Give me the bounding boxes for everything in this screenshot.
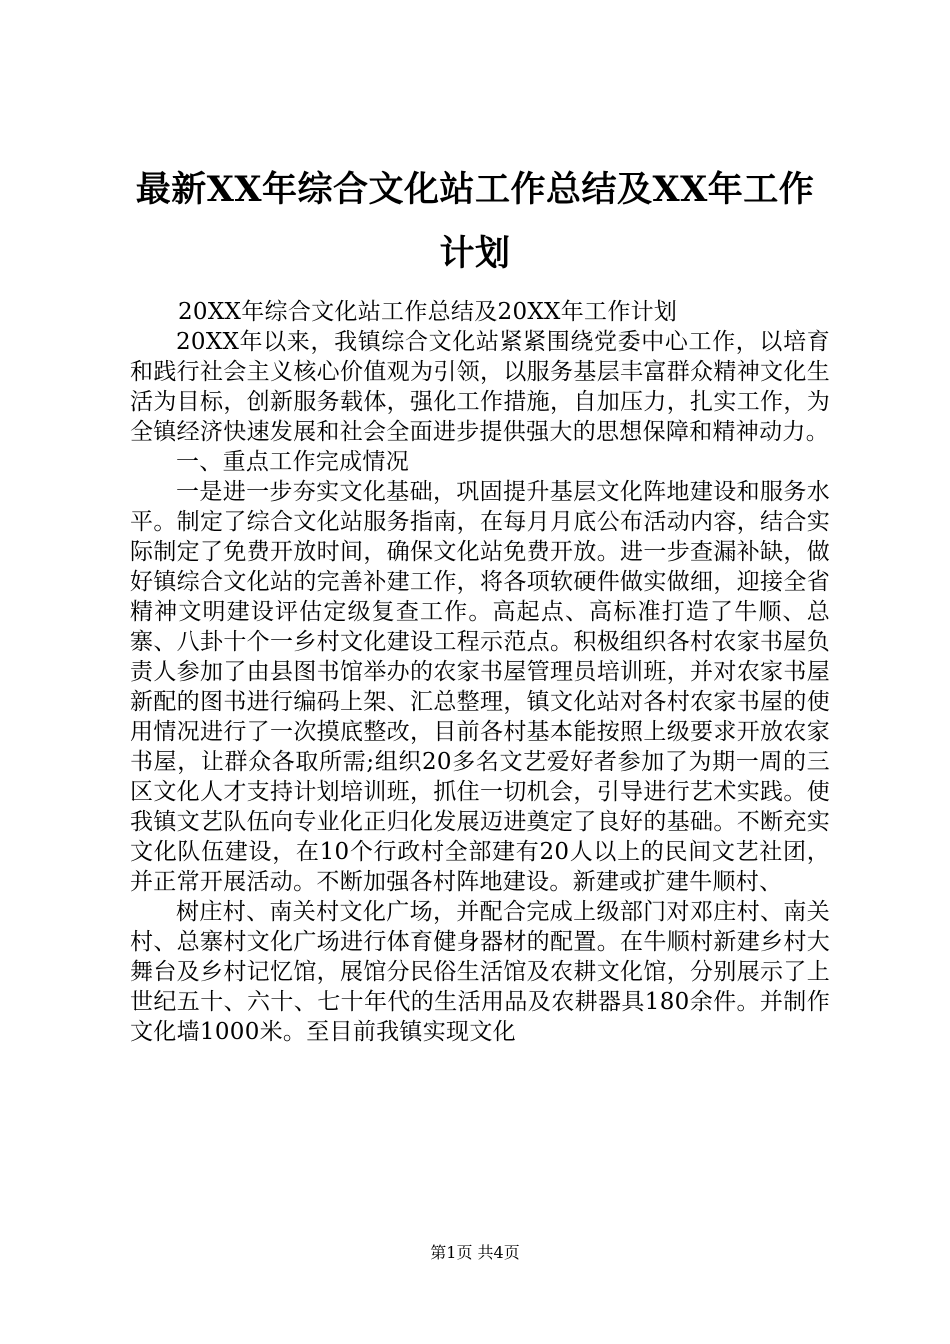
- document-body: [130, 297, 830, 1047]
- document-title: 最新XX年综合文化站工作总结及XX年工作计划: [135, 169, 815, 274]
- document-subtitle: 20XX年综合文化站工作总结及20XX年工作计划: [178, 299, 678, 325]
- paragraph-main: 一是进一步夯实文化基础，巩固提升基层文化阵地建设和服务水平。制定了综合文化站服务指南，在每月月底公布活动内容，结合实际制定了免费开放时间，确保文化站免费开放。进一步查漏补缺，做好镇综合文化站的完善补建工作，将各项软硬件做实做细，迎接全省精神文明建设评估定级复查工作。高起点、高标准打造了牛顺、总寨、八卦十个一乡村文化建设工程示范点。积极组织各村农家书屋负责人参加了由县图书馆举办的农家书屋管理员培训班，并对农家书屋新配的图书进行编码上架、汇总整理，镇文化站对各村农家书屋的使用情况进行了一次摸底整改，目前各村基本能按照上级要求开放农家书屋，让群众各取所需;组织20多名文艺爱好者参加了为期一周的三区文化人才支持计划培训班，抓住一切机会，引导进行艺术实践。使我镇文艺队伍向专业化正归化发展迈进奠定了良好的基础。不断充实文化队伍建设，在10个行政村全部建有20人以上的民间文艺社团，并正常开展活动。不断加强各村阵地建设。新建或扩建牛顺村、: [130, 479, 830, 895]
- paragraph-continued: 树庄村、南关村文化广场，并配合完成上级部门对邓庄村、南关村、总寨村文化广场进行体育健身器材的配置。在牛顺村新建乡村大舞台及乡村记忆馆，展馆分民俗生活馆及农耕文化馆，分别展示了上世纪五十、六十、七十年代的生活用品及农耕器具180余件。并制作文化墙1000米。至目前我镇实现文化: [130, 899, 830, 1045]
- page-number-footer: 第1页 共4页: [430, 1243, 520, 1262]
- section-heading: 一、重点工作完成情况: [176, 449, 409, 475]
- paragraph-intro: 20XX年以来，我镇综合文化站紧紧围绕党委中心工作，以培育和践行社会主义核心价值观为引领，以服务基层丰富群众精神文化生活为目标，创新服务载体，强化工作措施，自加压力，扎实工作，为全镇经济快速发展和社会全面进步提供强大的思想保障和精神动力。: [130, 329, 830, 445]
